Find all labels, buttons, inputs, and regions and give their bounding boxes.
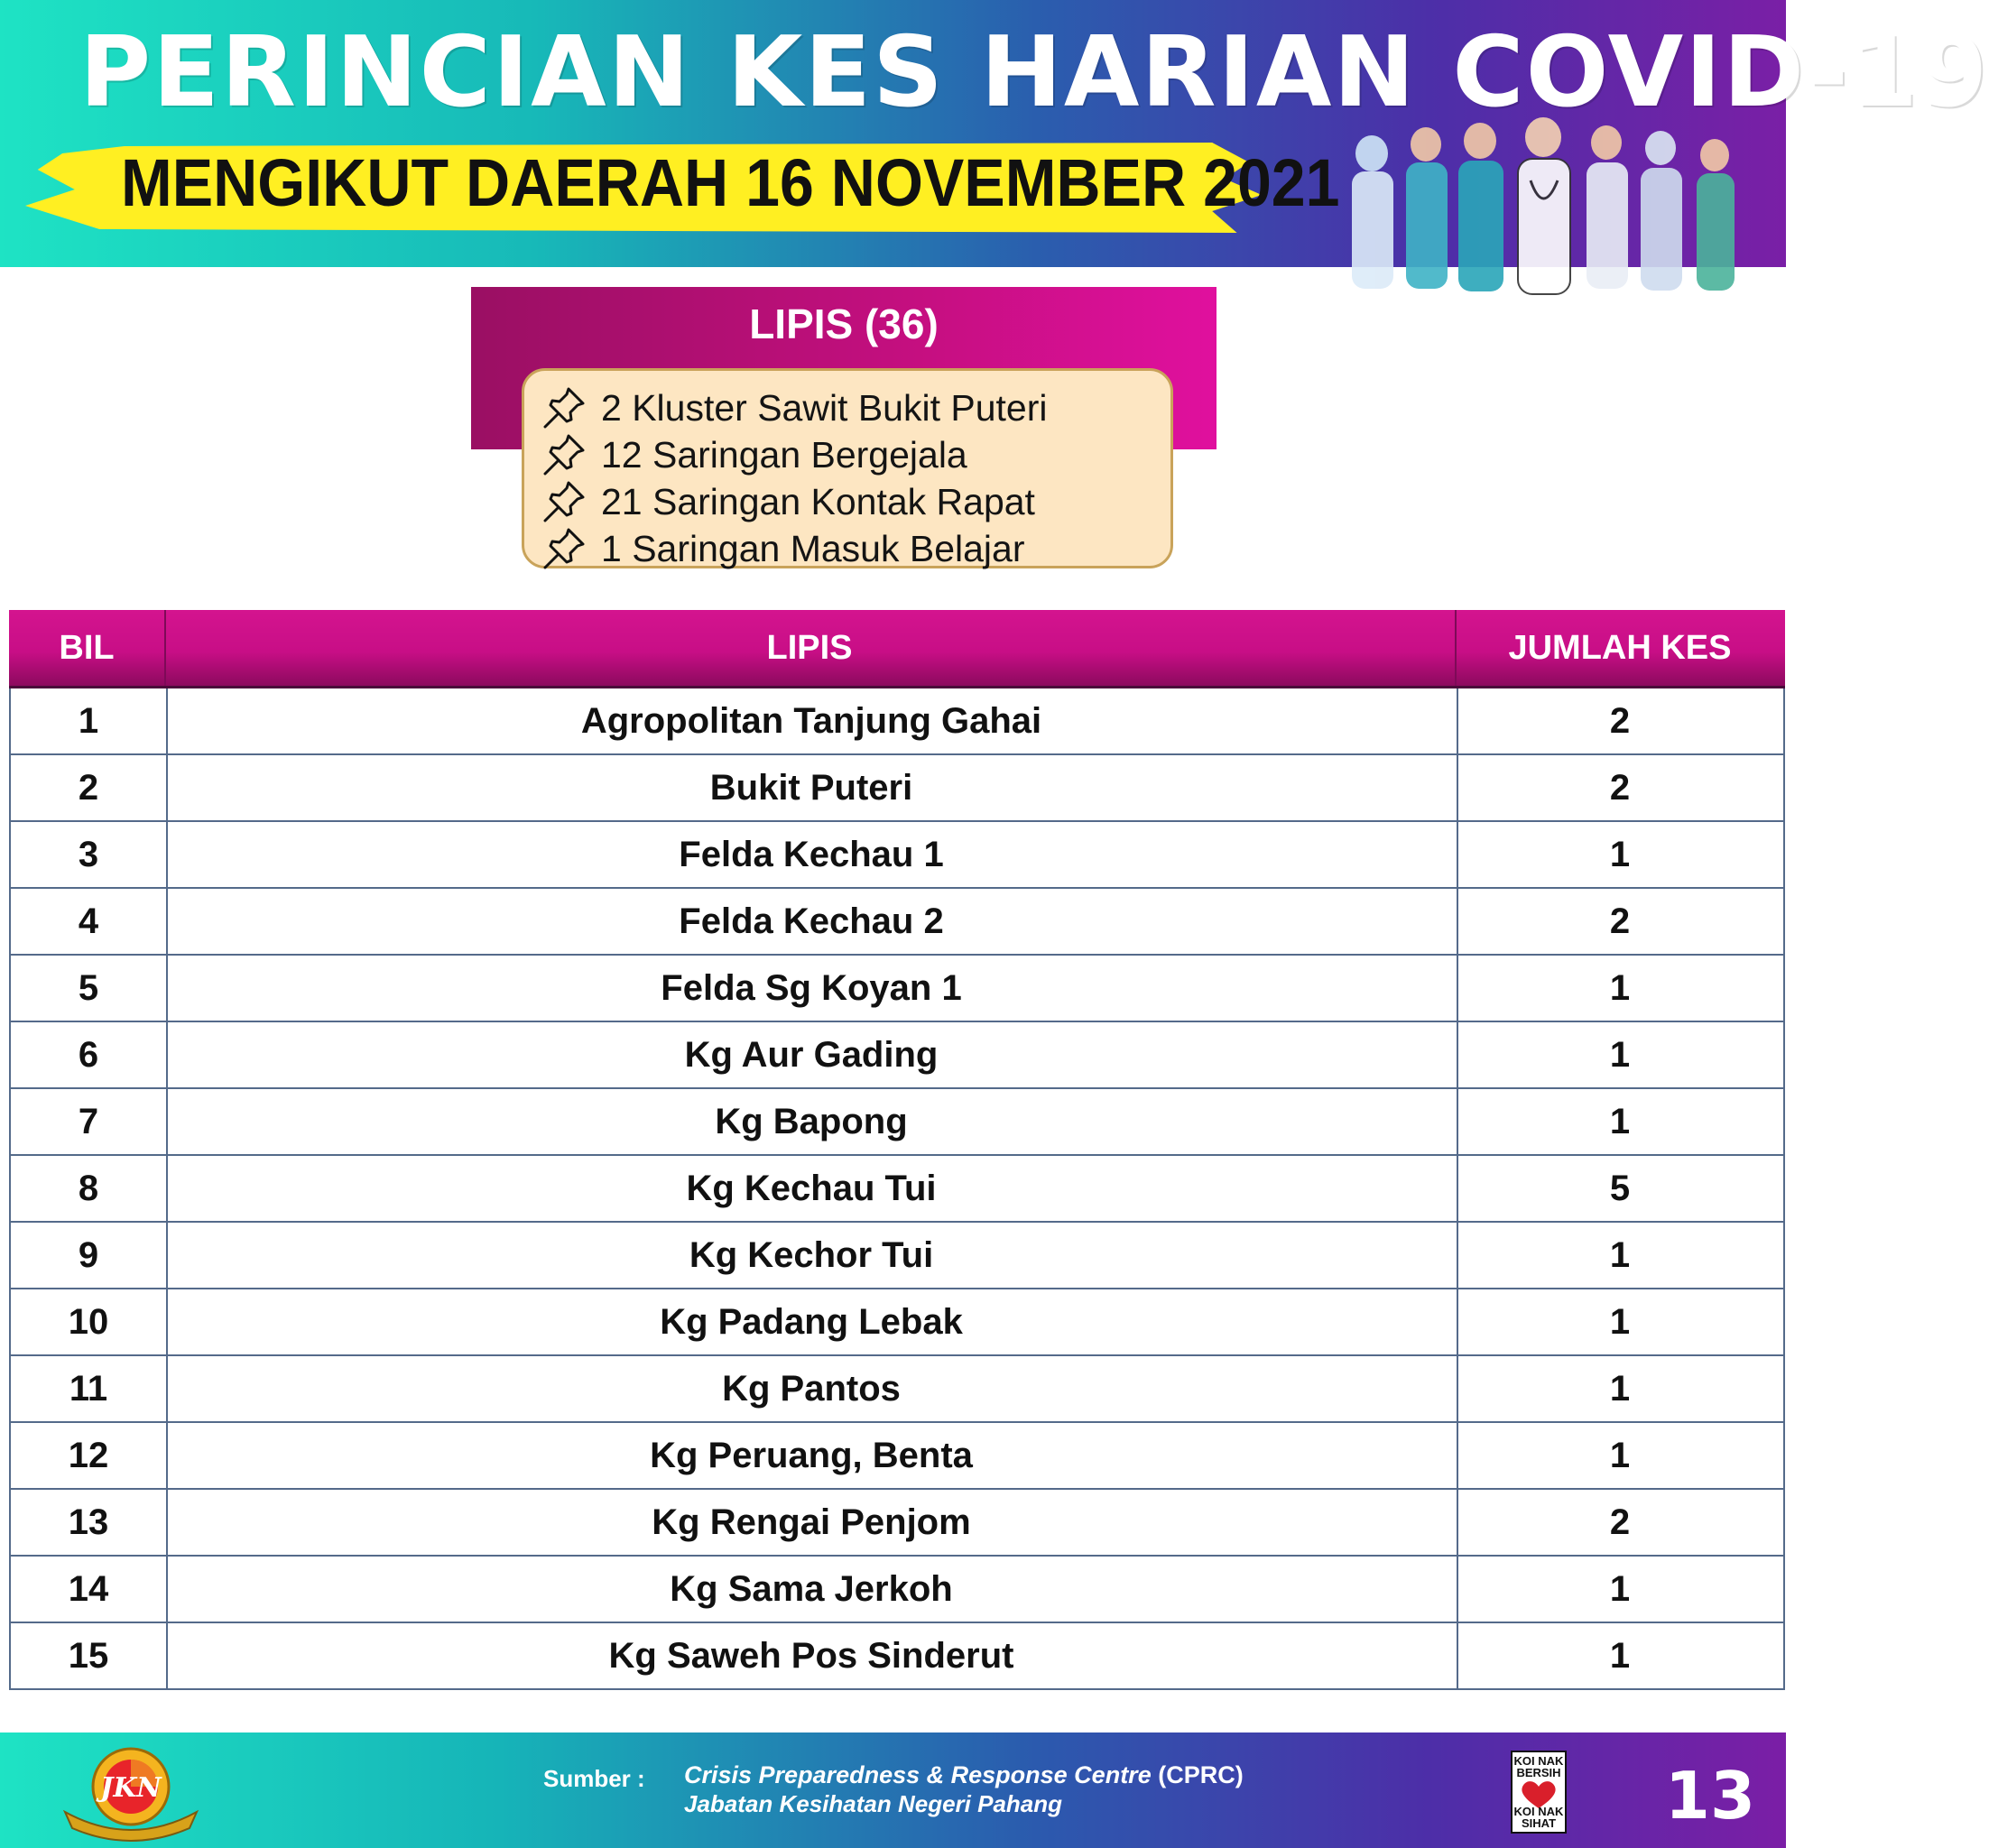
column-divider — [166, 1356, 168, 1421]
table-row — [11, 1156, 1783, 1223]
cell-lokasi: Felda Sg Koyan 1 — [661, 967, 962, 1008]
cell-lokasi: Kg Pantos — [722, 1368, 901, 1409]
source-org — [684, 1761, 1244, 1789]
table-row — [11, 822, 1783, 889]
column-divider — [166, 1623, 168, 1688]
header-lipis: LIPIS — [766, 628, 853, 667]
cell-jumlah-kes: 1 — [1609, 1101, 1631, 1141]
table-row — [11, 1022, 1783, 1089]
cell-bil: 9 — [78, 1234, 99, 1275]
cell-jumlah-kes: 5 — [1609, 1168, 1631, 1208]
cell-lokasi: Agropolitan Tanjung Gahai — [580, 700, 1042, 741]
cell-lokasi: Kg Rengai Penjom — [652, 1502, 971, 1542]
page-subtitle: MENGIKUT DAERAH 16 NOVEMBER 2021 — [121, 145, 1340, 220]
cell-jumlah-kes: 1 — [1609, 1635, 1631, 1676]
column-divider — [1457, 822, 1458, 887]
table-row — [11, 755, 1783, 822]
cell-jumlah-kes: 1 — [1609, 1435, 1631, 1475]
cell-jumlah-kes: 1 — [1609, 967, 1631, 1008]
column-divider — [166, 1423, 168, 1488]
summary-item-text: 21 Saringan Kontak Rapat — [601, 480, 1035, 522]
summary-item-text: 12 Saringan Bergejala — [601, 433, 967, 476]
column-divider — [166, 889, 168, 954]
cell-bil: 10 — [68, 1301, 109, 1342]
column-divider — [1457, 1557, 1458, 1622]
cell-lokasi: Kg Peruang, Benta — [650, 1435, 973, 1475]
pushpin-icon — [541, 432, 587, 477]
cell-bil: 13 — [68, 1502, 109, 1542]
summary-item-text: 1 Saringan Masuk Belajar — [601, 527, 1025, 569]
pushpin-icon — [541, 385, 587, 430]
cell-bil: 3 — [78, 834, 99, 874]
source-org-name: Crisis Preparedness & Response Centre — [684, 1761, 1152, 1788]
page-number: 13 — [1664, 1758, 1756, 1834]
cell-jumlah-kes: 2 — [1609, 767, 1631, 808]
column-divider — [166, 1022, 168, 1087]
column-divider — [166, 1289, 168, 1354]
badge-top-text: KOI NAK BERSIH — [1513, 1754, 1564, 1779]
cell-lokasi: Felda Kechau 2 — [679, 901, 944, 941]
cell-jumlah-kes: 1 — [1609, 1234, 1631, 1275]
source-department: Jabatan Kesihatan Negeri Pahang — [684, 1790, 1063, 1817]
cell-bil: 8 — [78, 1168, 99, 1208]
column-divider — [166, 956, 168, 1021]
table-row — [11, 1423, 1783, 1490]
cell-lokasi: Felda Kechau 1 — [679, 834, 944, 874]
cell-bil: 7 — [78, 1101, 99, 1141]
column-divider — [166, 1089, 168, 1154]
table-header — [9, 610, 1785, 688]
logo-text: JKN — [100, 1772, 162, 1804]
cell-lokasi: Kg Kechor Tui — [689, 1234, 934, 1275]
cell-bil: 1 — [78, 700, 99, 741]
cell-bil: 6 — [78, 1034, 99, 1075]
cell-bil: 2 — [78, 767, 99, 808]
cell-lokasi: Kg Aur Gading — [684, 1034, 939, 1075]
column-divider — [1457, 1022, 1458, 1087]
table-row — [11, 1356, 1783, 1423]
page-title: PERINCIAN KES HARIAN COVID-19 — [79, 16, 1989, 129]
source-label: Sumber : — [543, 1765, 645, 1792]
column-divider — [1457, 1490, 1458, 1555]
cell-jumlah-kes: 1 — [1609, 834, 1631, 874]
column-divider — [1457, 889, 1458, 954]
cell-bil: 15 — [68, 1635, 109, 1676]
district-summary-title: LIPIS (36) — [749, 300, 939, 347]
cell-jumlah-kes: 1 — [1609, 1034, 1631, 1075]
header-banner — [0, 0, 1989, 267]
cell-lokasi: Kg Sama Jerkoh — [670, 1568, 953, 1609]
summary-item — [541, 525, 1024, 572]
column-divider — [166, 755, 168, 820]
table-row — [11, 1089, 1783, 1156]
summary-item-text: 2 Kluster Sawit Bukit Puteri — [601, 386, 1048, 429]
table-row — [11, 1623, 1783, 1690]
cell-jumlah-kes: 2 — [1609, 700, 1631, 741]
table-row — [11, 1557, 1783, 1623]
header-bil: BIL — [59, 628, 115, 667]
cell-jumlah-kes: 2 — [1609, 1502, 1631, 1542]
table-row — [11, 889, 1783, 956]
column-divider — [1457, 688, 1458, 753]
cell-jumlah-kes: 1 — [1609, 1301, 1631, 1342]
column-divider — [1457, 1356, 1458, 1421]
column-divider — [166, 1156, 168, 1221]
column-divider — [1457, 1289, 1458, 1354]
column-divider — [166, 1490, 168, 1555]
cell-jumlah-kes: 2 — [1609, 901, 1631, 941]
column-divider — [1457, 1423, 1458, 1488]
column-divider — [1457, 1089, 1458, 1154]
summary-item — [541, 431, 967, 478]
cell-jumlah-kes: 1 — [1609, 1368, 1631, 1409]
cell-lokasi: Bukit Puteri — [709, 767, 913, 808]
header-jumlah-kes: JUMLAH KES — [1508, 628, 1732, 667]
jkn-logo — [54, 1742, 208, 1843]
cell-bil: 14 — [68, 1568, 109, 1609]
column-divider — [166, 1223, 168, 1288]
pushpin-icon — [541, 526, 587, 571]
column-divider — [1457, 956, 1458, 1021]
table-row — [11, 1490, 1783, 1557]
koi-nak-sihat-badge — [1511, 1751, 1567, 1834]
cell-lokasi: Kg Bapong — [715, 1101, 908, 1141]
column-divider — [1457, 755, 1458, 820]
table-row — [11, 1289, 1783, 1356]
table-row — [11, 956, 1783, 1022]
badge-bottom-text: KOI NAK SIHAT — [1513, 1805, 1564, 1830]
table-row — [11, 1223, 1783, 1289]
column-divider — [166, 1557, 168, 1622]
column-divider — [1457, 1223, 1458, 1288]
cell-lokasi: Kg Kechau Tui — [686, 1168, 937, 1208]
summary-item — [541, 478, 1035, 525]
cell-lokasi: Kg Saweh Pos Sinderut — [608, 1635, 1014, 1676]
cell-bil: 12 — [68, 1435, 109, 1475]
column-divider — [166, 688, 168, 753]
source-org-abbr: (CPRC) — [1158, 1761, 1244, 1788]
cell-jumlah-kes: 1 — [1609, 1568, 1631, 1609]
cell-bil: 5 — [78, 967, 99, 1008]
table-body — [9, 688, 1785, 1690]
column-divider — [1457, 1156, 1458, 1221]
cases-table — [9, 610, 1785, 1690]
cell-lokasi: Kg Padang Lebak — [660, 1301, 963, 1342]
cell-bil: 4 — [78, 901, 99, 941]
medical-staff-illustration — [1318, 117, 1778, 298]
table-row — [11, 688, 1783, 755]
summary-item — [541, 384, 1047, 431]
column-divider — [166, 822, 168, 887]
column-divider — [1457, 1623, 1458, 1688]
pushpin-icon — [541, 479, 587, 524]
cell-bil: 11 — [69, 1368, 108, 1409]
